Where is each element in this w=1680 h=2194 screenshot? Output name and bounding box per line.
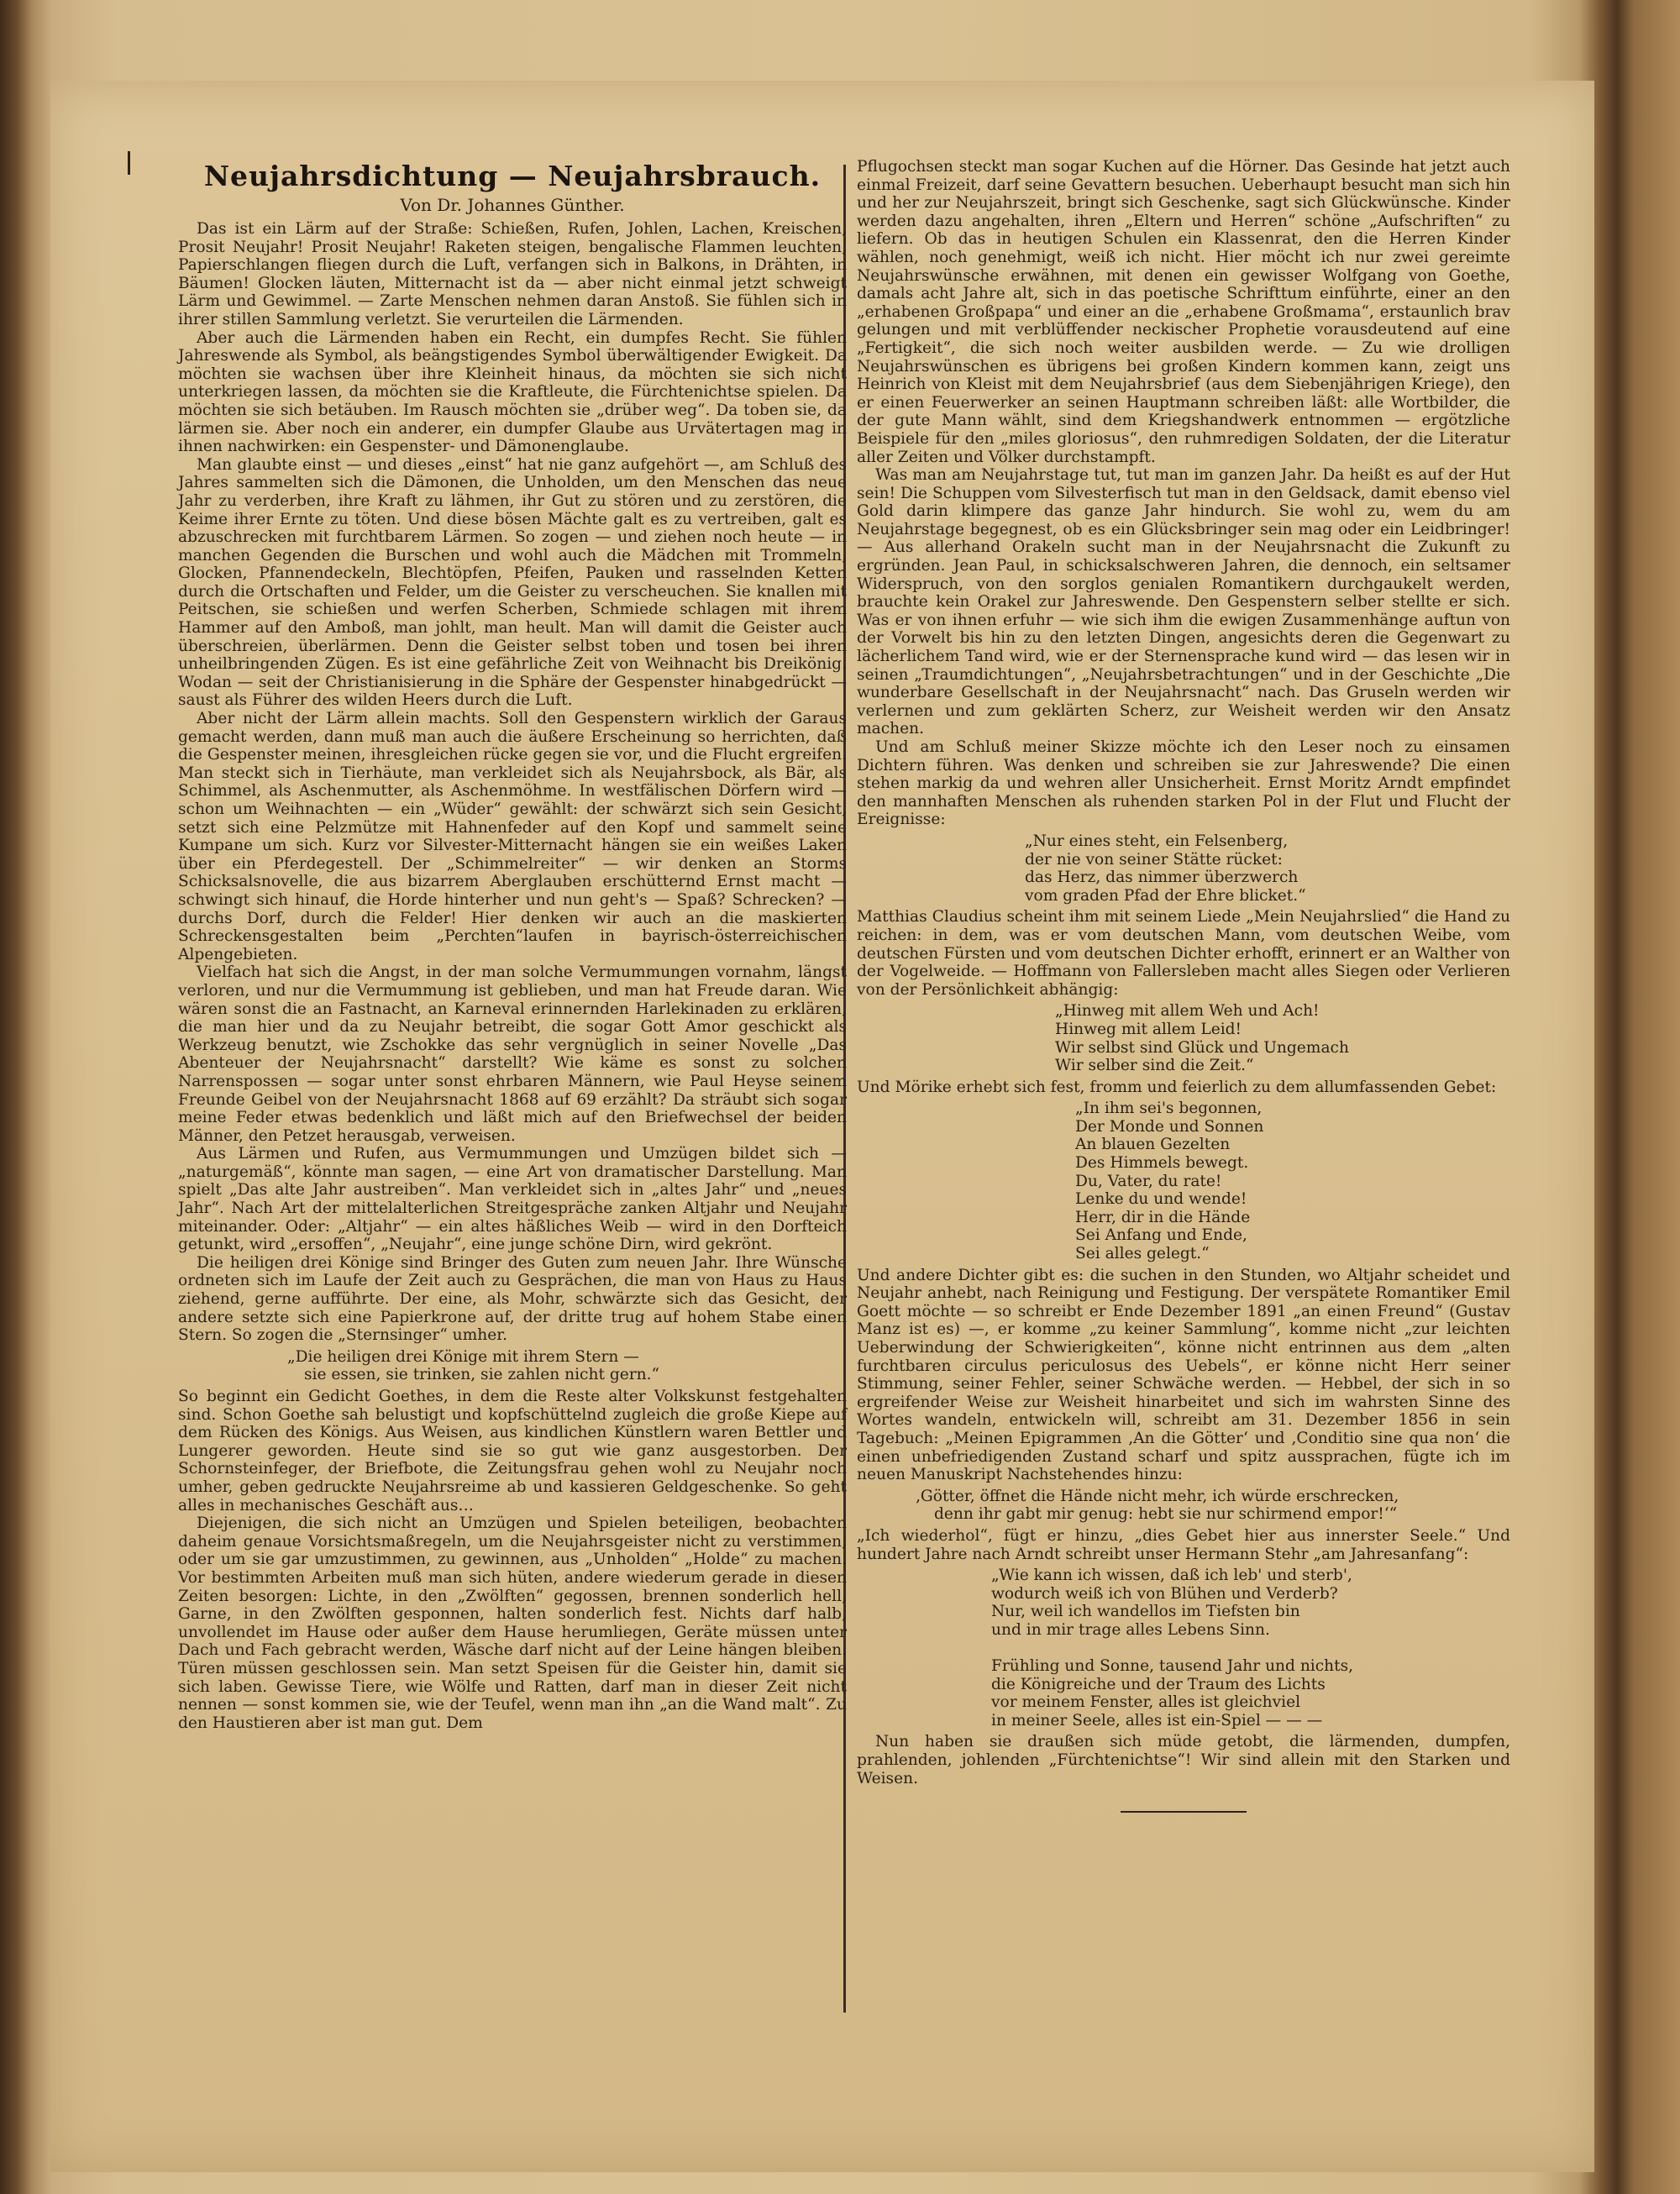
poem-line: sie essen, sie trinken, sie zahlen nicht gern.“ [304,1366,660,1384]
poem-line: Nur, weil ich wandellos im Tiefsten bin [991,1603,1300,1621]
poem-sternsinger [287,1348,847,1384]
paragraph: Und Mörike erhebt sich fest, fromm und feierlich zu dem allumfassenden Gebet: [857,1078,1497,1096]
paragraph: Aus Lärmen und Rufen, aus Vermummungen und Umzügen bildet sich — „naturgemäß“, könnte man sagen, — eine Art von dramatischer Darstellung. Man spielt „Das alte Jahr austreiben“. Man verkleidet sich in „altes Jahr“ und „neues Jahr“. Nach Art der mittelalterlichen Streitgespräche zanken Altjahr und Neujahr miteinander. Oder: „Altjahr“ — ein altes häßliches Weib — wird in den Dorfteich getunkt, wird „ersoffen“, „Neujahr“, eine junge schöne Dirn, wird gekrönt. [178,1145,847,1254]
paragraph: Nun haben sie draußen sich müde getobt, die lärmenden, dumpfen, prahlenden, johlenden „Fürchtenichtse“! Wir sind allein mit den Starken und Weisen. [857,1733,1510,1787]
poem-line: „Nur eines steht, ein Felsenberg, [1025,832,1289,850]
poem-line: vor meinem Fenster, alles ist gleichviel [991,1693,1301,1712]
poem-line: Der Monde und Sonnen [1075,1117,1264,1136]
poem-hebbel [916,1488,1510,1524]
poem-line: Lenke du und wende! [1075,1190,1247,1209]
poem-line: und in mir trage alles Lebens Sinn. [991,1620,1270,1639]
paragraph: Vielfach hat sich die Angst, in der man solche Vermummungen vornahm, längst verloren, und nur die Vermummung ist geblieben, und man hat Freude daran. Wie wären sonst die an Fastnacht, an Karneval erinnernden Harlekinaden zu erklären, die man hier und da zu Neujahr betreibt, die sogar Gott Amor geschickt als Werkzeug benutzt, wie Zschokke das sehr vergnüglich in seiner Novelle „Das Abenteuer der Neujahrsnacht“ darstellt? Wie käme es sonst zu solchen Narrenspossen — sogar unter sonst ehrbaren Männern, wie Paul Heyse seinem Freunde Geibel von der Neujahrsnacht 1868 auf 69 erzählt? Da sträubt sich sogar meine Feder etwas bedenklich und läßt mich auf den Briefwechsel der beiden Männer, den Petzet herausgab, verweisen. [178,963,847,1145]
poem-line: „In ihm sei's begonnen, [1075,1100,1263,1118]
poem-line: Sei alles gelegt.“ [1075,1245,1210,1263]
poem-line: Wir selbst sind Glück und Ungemach [1055,1038,1349,1057]
poem-line: die Königreiche und der Traum des Lichts [991,1675,1326,1693]
poem-line: An blauen Gezelten [1075,1136,1231,1154]
poem-line: „Die heiligen drei Könige mit ihrem Stern — [287,1347,639,1366]
poem-line: Des Himmels bewegt. [1075,1154,1249,1173]
poem-line: das Herz, das nimmer überzwerch [1025,869,1299,887]
article-title: Neujahrsdichtung — Neujahrsbrauch. [203,160,822,192]
poem-moerike [1075,1100,1510,1262]
paragraph: Aber auch die Lärmenden haben ein Recht, ein dumpfes Recht. Sie fühlen Jahreswende als Symbol, als beängstigendes Symbol überwältigender Ewigkeit. Da möchten sie wachsen über ihre Kleinheit hinaus, da möchten sie sich nicht unterkriegen lassen, da möchten sie die Kraftleute, die Fürchtenichtse spielen. Da möchten sie sich betäuben. Im Rausch möchten sie „drüber weg“. Da toben sie, da lärmen sie. Aber noch ein anderer, ein dumpfer Glaube aus Urvätertagen mag in ihnen nachwirken: ein Gespenster- und Dämonenglaube. [178,328,847,456]
paragraph: „Ich wiederhol“, fügt er hinzu, „dies Gebet hier aus innerster Seele.“ Und hundert Jahre nach Arndt schreibt unser Hermann Stehr „am Jahresanfang“: [857,1526,1510,1563]
end-rule [1121,1811,1247,1813]
paragraph: Und am Schluß meiner Skizze möchte ich den Leser noch zu einsamen Dichtern führen. Was denken und schreiben sie zur Jahreswende? Die einen stehen markig da und wehren aller Unsicherheit. Ernst Moritz Arndt empfindet den mannhaften Menschen als ruhenden starken Pol in der Flut und Flucht der Ereignisse: [857,738,1510,829]
poem-line: Hinweg mit allem Leid! [1055,1020,1242,1038]
poem-line: Herr, dir in die Hände [1075,1208,1251,1226]
poem-line: in meiner Seele, alles ist ein-Spiel — — — [991,1711,1323,1729]
paragraph: Pflugochsen steckt man sogar Kuchen auf die Hörner. Das Gesinde hat jetzt auch einmal Freizeit, darf seine Gevattern besuchen. Ueberhaupt besucht man sich hin und her zur Neujahrszeit, bringt sich Geschenke, sagt sich Glückwünsche. Kinder werden dazu angehalten, ihren „Eltern und Herren“ schöne „Aufschriften“ zu liefern. Ob das in heutigen Schulen ein Klassenrat, den die Herren Kinder wählen, noch genehmigt, weiß ich nicht. Hier möcht ich nur zwei gereimte Neujahrswünsche erwähnen, mit denen ein gewisser Wolfgang von Goethe, damals acht Jahre alt, sich in das poetische Schrifttum einführte, einer an den „erhabenen Großpapa“ und einer an die „erhabene Großmama“, erstaunlich brav gelungen und mit verblüffender neckischer Prophetie vorausdeutend auf eine „Fertigkeit“, die sich noch weiter ausbilden werde. — Zu wie drolligen Neujahrswünschen es übrigens bei großen Kindern kommen kann, zeigt uns Heinrich von Kleist mit dem Neujahrsbrief (aus dem Siebenjährigen Kriege), den er einen Feuerwerker an seinen Hauptmann schreiben läßt: alle Wortbilder, die der gute Mann wählt, sind dem Kriegshandwerk entnommen — ergötzliche Beispiele für den „miles gloriosus“, den ruhmredigen Soldaten, der die Literatur aller Zeiten und Völker durchstampft. [857,158,1510,466]
article-author: Von Dr. Johannes Günther. [400,195,625,215]
poem-line: denn ihr gabt mir genug: hebt sie nur schirmend empor!‘“ [934,1505,1398,1524]
paragraph: Was man am Neujahrstage tut, tut man im ganzen Jahr. Da heißt es auf der Hut sein! Die Schuppen vom Silvesterfisch tut man in den Geldsack, damit ebenso viel Gold darin klimpere das ganze Jahr hindurch. Sie wohl zu, wem du am Neujahrstage begegnest, ob es ein Glücksbringer sein mag oder ein Leidbringer! — Aus allerhand Orakeln sucht man in der Neujahrsnacht die Zukunft zu ergründen. Jean Paul, in schicksalschweren Jahren, die dennoch, ein seltsamer Widerspruch, von den sorglos genialen Romantikern durchgaukelt werden, brauchte kein Orakel zur Jahreswende. Den Gespenstern selber stellte er sich. Was er von ihnen erfuhr — wie sich ihm die ewigen Zusammenhänge auftun von der Vorwelt bis hin zu den letzten Dingen, angesichts deren die Gegenwart zu lächerlichem Tand wird, wie er der Sternensprache kund wird — das lesen wir in seinen „Traumdichtungen“, „Neujahrsbetrachtungen“ und in der Geschichte „Die wunderbare Gesellschaft in der Neujahrsnacht“ nach. Das Gruseln werden wir verlernen und zum geklärten Scherz, zur Weisheit werden wir den Ansatz machen. [857,466,1510,738]
poem-line: vom graden Pfad der Ehre blicket.“ [1025,886,1306,905]
poem-line: Wir selber sind die Zeit.“ [1055,1057,1254,1075]
poem-line: Sei Anfang und Ende, [1075,1226,1247,1245]
paragraph: Die heiligen drei Könige sind Bringer des Guten zum neuen Jahr. Ihre Wünsche ordneten sich im Laufe der Zeit auch zu Gesprächen, die man von Haus zu Haus ziehend, gerne aufführte. Der eine, als Mohr, schwärzte sich das Gesicht, der andere setzte sich eine Papierkrone auf, der dritte trug auf hohem Stabe einen Stern. So zogen die „Sternsinger“ umher. [178,1253,847,1345]
right-column [857,158,1510,1813]
poem-line: „Wie kann ich wissen, daß ich leb' und sterb', [991,1567,1352,1585]
poem-line: ‚Götter, öffnet die Hände nicht mehr, ich würde erschrecken, [916,1487,1399,1505]
poem-line: „Hinweg mit allem Weh und Ach! [1055,1002,1320,1021]
margin-mark [128,151,130,175]
poem-stehr [991,1567,1510,1729]
paragraph: Matthias Claudius scheint ihm mit seinem Liede „Mein Neujahrslied“ die Hand zu reichen: in dem, was er vom deutschen Mann, vom deutschen Weibe, vom deutschen Fürsten und vom deutschen Dichter erhofft, erinnert er an Walther von der Vogelweide. — Hoffmann von Fallersleben macht alles Siegen oder Verlieren von der Persönlichkeit abhängig: [857,908,1510,999]
poem-line: Du, Vater, du rate! [1075,1172,1222,1190]
paragraph: Man glaubte einst — und dieses „einst“ hat nie ganz aufgehört —, am Schluß des Jahres sammelten sich die Dämonen, die Unholden, um den Menschen das neue Jahr zu verderben, ihre Kraft zu lähmen, ihr Gut zu stören und zu zerstören, die Keime ihrer Ernte zu töten. Und diese bösen Mächte galt es zu vertreiben, galt es abzuschrecken mit furchtbarem Lärmen. So zogen — und ziehen noch heute — in manchen Gegenden die Burschen und wohl auch die Mädchen mit Trommeln, Glocken, Pfannendeckeln, Blechtöpfen, Pfeifen, Pauken und rasselnden Ketten durch die Ortschaften und Felder, um die Geister zu verscheuchen. Sie knallen mit Peitschen, sie schießen und werfen Scherben, Schmiede schlagen mit ihrem Hammer auf den Amboß, man johlt, man heult. Man will damit die Geister auch überschreien, überlärmen. Denn die Geister selbst toben und tosen bei ihren unheilbringenden Zügen. Es ist eine gefährliche Zeit von Weihnacht bis Dreikönig. Wodan — seit der Christianisierung in die Sphäre der Gespenster hinabgedrückt — saust als Führer des wilden Heers durch die Luft. [178,455,847,710]
poem-line: Frühling und Sonne, tausend Jahr und nichts, [991,1657,1354,1676]
poem-fallersleben [1055,1002,1510,1074]
paragraph: Aber nicht der Lärm allein machts. Soll den Gespenstern wirklich der Garaus gemacht werden, dann muß man auch die äußere Erscheinung so herrichten, daß die Gespenster meinen, ihresgleichen rücke gegen sie vor, und die Flucht ergreifen. Man steckt sich in Tierhäute, man verkleidet sich als Neujahrsbock, als Bär, als Schimmel, als Aschenmutter, als Aschenmöhme. In westfälischen Dörfern wird — schon um Weihnachten — ein „Wüder“ gewählt: der schwärzt sich sein Gesicht, setzt sich eine Pelzmütze mit Hahnenfeder auf den Kopf und sammelt seine Kumpane um sich. Kurz vor Silvester-Mitternacht hängen sie ein weißes Laken über ein Pferdegestell. Der „Schimmelreiter“ — wir denken an Storms Schicksalsnovelle, die aus bizarrem Aberglauben erschütternd Ernst macht — schwingt sich hinauf, die Horde hinterher und nun geht's — Spaß? Schrecken? — durchs Dorf, durch die Felder! Hier denken wir auch an die maskierten Schreckensgestalten beim „Perchten“laufen in bayrisch-österreichischen Alpengebieten. [178,710,847,963]
poem-line: der nie von seiner Stätte rücket: [1025,850,1283,869]
poem-line [991,1640,1510,1658]
poem-arndt [1025,832,1510,905]
paragraph: Und andere Dichter gibt es: die suchen in den Stunden, wo Altjahr scheidet und Neujahr anhebt, nach Reinigung und Festigung. Der verspätete Romantiker Emil Goett möchte — so schreibt er Ende Dezember 1891 „an einen Freund“ (Gustav Manz ist es) —, er komme „zu keiner Sammlung“, komme nicht „zur leichten Ueberwindung der Schwierigkeiten“, könne nicht entrinnen aus dem „alten furchtbaren circulus periculosus des Uebels“, er könne nicht Herr seiner Stimmung, seiner Fehler, seiner Schwäche werden. — Hebbel, der sich in so ergreifender Weise zur Weisheit hinarbeitet und sich im wahrsten Sinne des Wortes wandeln, entwickeln will, schreibt am 31. Dezember 1856 in sein Tagebuch: „Meinen Epigrammen ‚An die Götter‘ und ‚Conditio sine qua non‘ die einen unbefriedigenden Zustand scharf und spitz aussprachen, fügte ich im neuen Manuskript Nachstehendes hinzu: [857,1266,1510,1484]
paragraph: Das ist ein Lärm auf der Straße: Schießen, Rufen, Johlen, Lachen, Kreischen, Prosit Neujahr! Prosit Neujahr! Raketen steigen, bengalische Flammen leuchten, Papierschlangen fliegen durch die Luft, verfangen sich in Balkons, in Drähten, in Bäumen! Glocken läuten, Mitternacht ist da — aber nicht einmal jetzt schweigt Lärm und Gewimmel. — Zarte Menschen nehmen daran Anstoß. Sie fühlen sich in ihrer stillen Sammlung verletzt. Sie verurteilen die Lärmenden. [178,220,847,328]
poem-line: wodurch weiß ich von Blühen und Verderb? [991,1584,1338,1603]
paragraph: Diejenigen, die sich nicht an Umzügen und Spielen beteiligen, beobachten daheim genaue Vorsichtsmaßregeln, um die Neujahrsgeister nicht zu verstimmen, oder um sie gar umzustimmen, zu gewinnen, aus „Unholden“ „Holde“ zu machen. Vor bestimmten Arbeiten muß man sich hüten, andere wiederum gerade in diesen Zeiten besorgen: Lichte, in den „Zwölften“ gegossen, brennen sonderlich hell, Garne, in den Zwölften gesponnen, halten sonderlich fest. Nichts darf halb, unvollendet im Hause oder außer dem Hause herumliegen, Geräte müssen unter Dach und Fach gebracht werden, Wäsche darf nicht auf der Leine hängen bleiben. Türen müssen geschlossen sein. Man setzt Speisen für die Geister hin, damit sie sich laben. Gewisse Tiere, wie Wölfe und Ratten, darf man in dieser Zeit nicht nennen — sonst kommen sie, wie der Teufel, wenn man ihn „an die Wand malt“. Zu den Haustieren aber ist man gut. Dem [178,1514,847,1732]
left-column [178,220,847,1732]
paragraph: So beginnt ein Gedicht Goethes, in dem die Reste alter Volkskunst festgehalten sind. Schon Goethe sah belustigt und kopfschüttelnd zugleich die große Kiepe auf dem Rücken des Königs. Aus Weisen, aus kindlichen Künstlern waren Bettler und Lungerer geworden. Heute sind sie so gut wie ganz ausgestorben. Der Schornsteinfeger, der Briefbote, die Zeitungsfrau gehen wohl zu Neujahr noch umher, geben gedruckte Neujahrsreime ab und kassieren Geldgeschenke. So geht alles in mechanisches Geschäft aus… [178,1388,847,1514]
